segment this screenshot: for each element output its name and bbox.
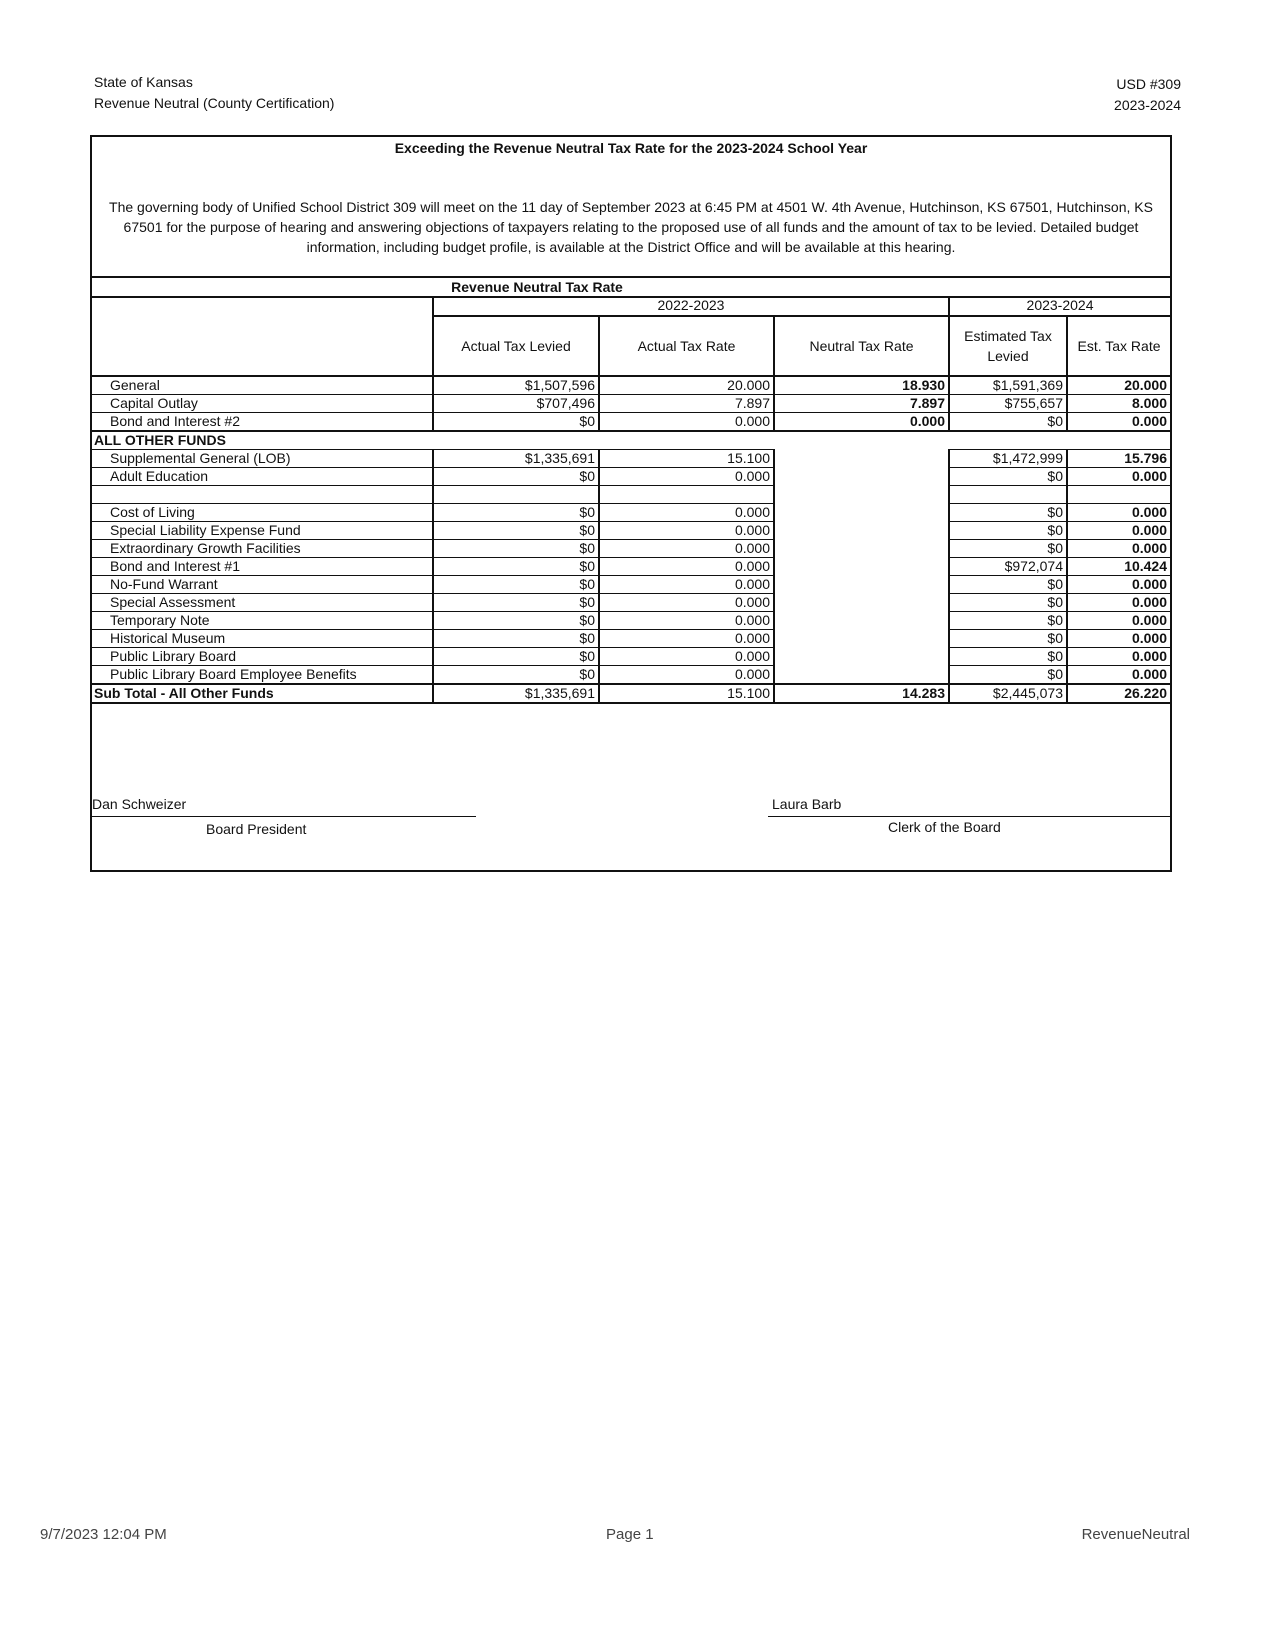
- clerk-signature-line: [768, 816, 1170, 817]
- neutral-tax-rate: [774, 612, 949, 630]
- actual-tax-levied: $0: [433, 612, 599, 630]
- blank-cell: [774, 486, 949, 504]
- header-est-levied: Estimated Tax Levied: [949, 316, 1067, 376]
- actual-tax-levied: $0: [433, 594, 599, 612]
- header-left: [94, 72, 334, 114]
- actual-tax-levied: $0: [433, 540, 599, 558]
- year-label: 2023-2024: [1114, 97, 1181, 113]
- actual-tax-rate: 7.897: [599, 395, 774, 413]
- neutral-tax-rate: [774, 468, 949, 486]
- fund-name: Special Liability Expense Fund: [92, 522, 433, 540]
- subtotal-actual-rate: 15.100: [599, 684, 774, 703]
- actual-tax-levied: $707,496: [433, 395, 599, 413]
- actual-tax-rate: 0.000: [599, 666, 774, 685]
- actual-tax-levied: $0: [433, 666, 599, 685]
- estimated-tax-levied: $972,074: [949, 558, 1067, 576]
- neutral-tax-rate: [774, 522, 949, 540]
- actual-tax-rate: 0.000: [599, 558, 774, 576]
- all-other-funds-label: ALL OTHER FUNDS: [92, 431, 1170, 450]
- district-label: USD #309: [1116, 76, 1181, 92]
- actual-tax-levied: $0: [433, 468, 599, 486]
- fund-row: [92, 594, 1170, 612]
- blank-cell: [92, 486, 433, 504]
- estimated-tax-levied: $1,472,999: [949, 450, 1067, 468]
- subtotal-label: Sub Total - All Other Funds: [92, 684, 433, 703]
- actual-tax-levied: $0: [433, 576, 599, 594]
- actual-tax-levied: $0: [433, 630, 599, 648]
- fund-name: Capital Outlay: [92, 395, 433, 413]
- form-name: Revenue Neutral (County Certification): [94, 95, 335, 111]
- president-name: Dan Schweizer: [92, 796, 187, 812]
- fund-row: [92, 413, 1170, 432]
- actual-tax-rate: 0.000: [599, 540, 774, 558]
- estimated-tax-levied: $0: [949, 666, 1067, 685]
- fund-row: [92, 576, 1170, 594]
- estimated-tax-levied: $0: [949, 522, 1067, 540]
- header-neutral-rate: Neutral Tax Rate: [774, 316, 949, 376]
- fund-row: [92, 666, 1170, 685]
- fund-name: Historical Museum: [92, 630, 433, 648]
- neutral-tax-rate: [774, 576, 949, 594]
- section-row: [92, 431, 1170, 450]
- fund-row: [92, 450, 1170, 468]
- estimated-tax-rate: 0.000: [1067, 504, 1170, 522]
- clerk-title: Clerk of the Board: [888, 819, 1001, 835]
- header-est-rate: Est. Tax Rate: [1067, 316, 1170, 376]
- estimated-tax-levied: $0: [949, 576, 1067, 594]
- estimated-tax-rate: 0.000: [1067, 594, 1170, 612]
- year-header-row: [92, 296, 1170, 316]
- fund-name: Public Library Board: [92, 648, 433, 666]
- clerk-name: Laura Barb: [772, 796, 842, 812]
- fund-name: Temporary Note: [92, 612, 433, 630]
- fund-name: Cost of Living: [92, 504, 433, 522]
- estimated-tax-levied: $0: [949, 468, 1067, 486]
- blank-cell: [1067, 486, 1170, 504]
- actual-tax-levied: $0: [433, 413, 599, 432]
- footer-datetime: 9/7/2023 12:04 PM: [40, 1526, 167, 1543]
- neutral-tax-rate: [774, 450, 949, 468]
- estimated-tax-rate: 8.000: [1067, 395, 1170, 413]
- estimated-tax-rate: 20.000: [1067, 376, 1170, 395]
- state-label: State of Kansas: [94, 74, 193, 90]
- estimated-tax-rate: 10.424: [1067, 558, 1170, 576]
- subtotal-row: [92, 684, 1170, 703]
- estimated-tax-levied: $0: [949, 630, 1067, 648]
- fund-row: [92, 395, 1170, 413]
- actual-tax-rate: 20.000: [599, 376, 774, 395]
- actual-tax-levied: $0: [433, 648, 599, 666]
- estimated-tax-levied: $0: [949, 594, 1067, 612]
- blank-row: [92, 486, 1170, 504]
- fund-name: Public Library Board Employee Benefits: [92, 666, 433, 685]
- prior-year-header: 2022-2023: [433, 296, 949, 316]
- fund-name: General: [92, 376, 433, 395]
- estimated-tax-rate: 0.000: [1067, 522, 1170, 540]
- form-title: Exceeding the Revenue Neutral Tax Rate for the 2023-2024 School Year: [394, 140, 868, 156]
- fund-row: [92, 612, 1170, 630]
- blank-cell: [949, 486, 1067, 504]
- neutral-tax-rate: 7.897: [774, 395, 949, 413]
- actual-tax-rate: 0.000: [599, 522, 774, 540]
- revenue-neutral-form: [90, 135, 1172, 872]
- actual-tax-levied: $0: [433, 522, 599, 540]
- actual-tax-rate: 0.000: [599, 576, 774, 594]
- revenue-neutral-band: [92, 276, 1170, 298]
- fund-name: Bond and Interest #1: [92, 558, 433, 576]
- fund-name: No-Fund Warrant: [92, 576, 433, 594]
- blank-cell: [433, 486, 599, 504]
- neutral-tax-rate: [774, 630, 949, 648]
- fund-name: Bond and Interest #2: [92, 413, 433, 432]
- actual-tax-levied: $1,507,596: [433, 376, 599, 395]
- fund-row: [92, 648, 1170, 666]
- fund-row: [92, 522, 1170, 540]
- subtotal-est-levied: $2,445,073: [949, 684, 1067, 703]
- column-header-row: [92, 316, 1170, 376]
- estimated-tax-levied: $755,657: [949, 395, 1067, 413]
- subtotal-est-rate: 26.220: [1067, 684, 1170, 703]
- fund-row: [92, 540, 1170, 558]
- estimated-tax-rate: 0.000: [1067, 413, 1170, 432]
- fund-name: Adult Education: [92, 468, 433, 486]
- actual-tax-levied: $0: [433, 558, 599, 576]
- tax-rate-table: [92, 296, 1170, 704]
- estimated-tax-rate: 0.000: [1067, 630, 1170, 648]
- estimated-tax-rate: 0.000: [1067, 468, 1170, 486]
- fund-row: [92, 504, 1170, 522]
- estimated-tax-levied: $0: [949, 648, 1067, 666]
- estimated-tax-rate: 0.000: [1067, 540, 1170, 558]
- footer-page: Page 1: [606, 1526, 654, 1543]
- current-year-header: 2023-2024: [949, 296, 1170, 316]
- neutral-tax-rate: [774, 504, 949, 522]
- actual-tax-rate: 0.000: [599, 612, 774, 630]
- fund-row: [92, 630, 1170, 648]
- estimated-tax-rate: 0.000: [1067, 612, 1170, 630]
- estimated-tax-levied: $0: [949, 540, 1067, 558]
- estimated-tax-rate: 0.000: [1067, 648, 1170, 666]
- estimated-tax-levied: $0: [949, 413, 1067, 432]
- blank-cell: [599, 486, 774, 504]
- subtotal-actual-levied: $1,335,691: [433, 684, 599, 703]
- actual-tax-levied: $1,335,691: [433, 450, 599, 468]
- estimated-tax-rate: 0.000: [1067, 666, 1170, 685]
- subtotal-neutral-rate: 14.283: [774, 684, 949, 703]
- neutral-tax-rate: [774, 666, 949, 685]
- footer-sheet: RevenueNeutral: [1081, 1526, 1190, 1543]
- neutral-tax-rate: 18.930: [774, 376, 949, 395]
- neutral-tax-rate: [774, 648, 949, 666]
- fund-row: [92, 376, 1170, 395]
- hearing-notice: The governing body of Unified School District 309 will meet on the 11 day of September 2023 at 6:45 PM at 4501 W. 4th Avenue, Hutchinson, KS 67501, Hutchinson, KS 67501 for the purpose of hearing and answering objections of taxpayers relating to the proposed use of all funds and the amount of tax to be levied. Detailed budget information, including budget profile, is available at the District Office and will be available at this hearing.: [109, 199, 1153, 255]
- estimated-tax-levied: $0: [949, 612, 1067, 630]
- fund-row: [92, 468, 1170, 486]
- estimated-tax-rate: 0.000: [1067, 576, 1170, 594]
- president-signature-line: [92, 816, 476, 817]
- estimated-tax-levied: $0: [949, 504, 1067, 522]
- actual-tax-rate: 15.100: [599, 450, 774, 468]
- header-actual-rate: Actual Tax Rate: [599, 316, 774, 376]
- neutral-tax-rate: [774, 594, 949, 612]
- actual-tax-rate: 0.000: [599, 630, 774, 648]
- actual-tax-rate: 0.000: [599, 504, 774, 522]
- fund-name: Extraordinary Growth Facilities: [92, 540, 433, 558]
- actual-tax-rate: 0.000: [599, 594, 774, 612]
- president-title: Board President: [206, 821, 307, 837]
- actual-tax-rate: 0.000: [599, 468, 774, 486]
- fund-name: Supplemental General (LOB): [92, 450, 433, 468]
- estimated-tax-rate: 15.796: [1067, 450, 1170, 468]
- fund-row: [92, 558, 1170, 576]
- neutral-tax-rate: 0.000: [774, 413, 949, 432]
- actual-tax-levied: $0: [433, 504, 599, 522]
- header-right: [1114, 74, 1181, 116]
- actual-tax-rate: 0.000: [599, 413, 774, 432]
- neutral-tax-rate: [774, 558, 949, 576]
- revenue-neutral-title: Revenue Neutral Tax Rate: [451, 279, 623, 295]
- estimated-tax-levied: $1,591,369: [949, 376, 1067, 395]
- actual-tax-rate: 0.000: [599, 648, 774, 666]
- neutral-tax-rate: [774, 540, 949, 558]
- fund-name: Special Assessment: [92, 594, 433, 612]
- header-actual-levied: Actual Tax Levied: [433, 316, 599, 376]
